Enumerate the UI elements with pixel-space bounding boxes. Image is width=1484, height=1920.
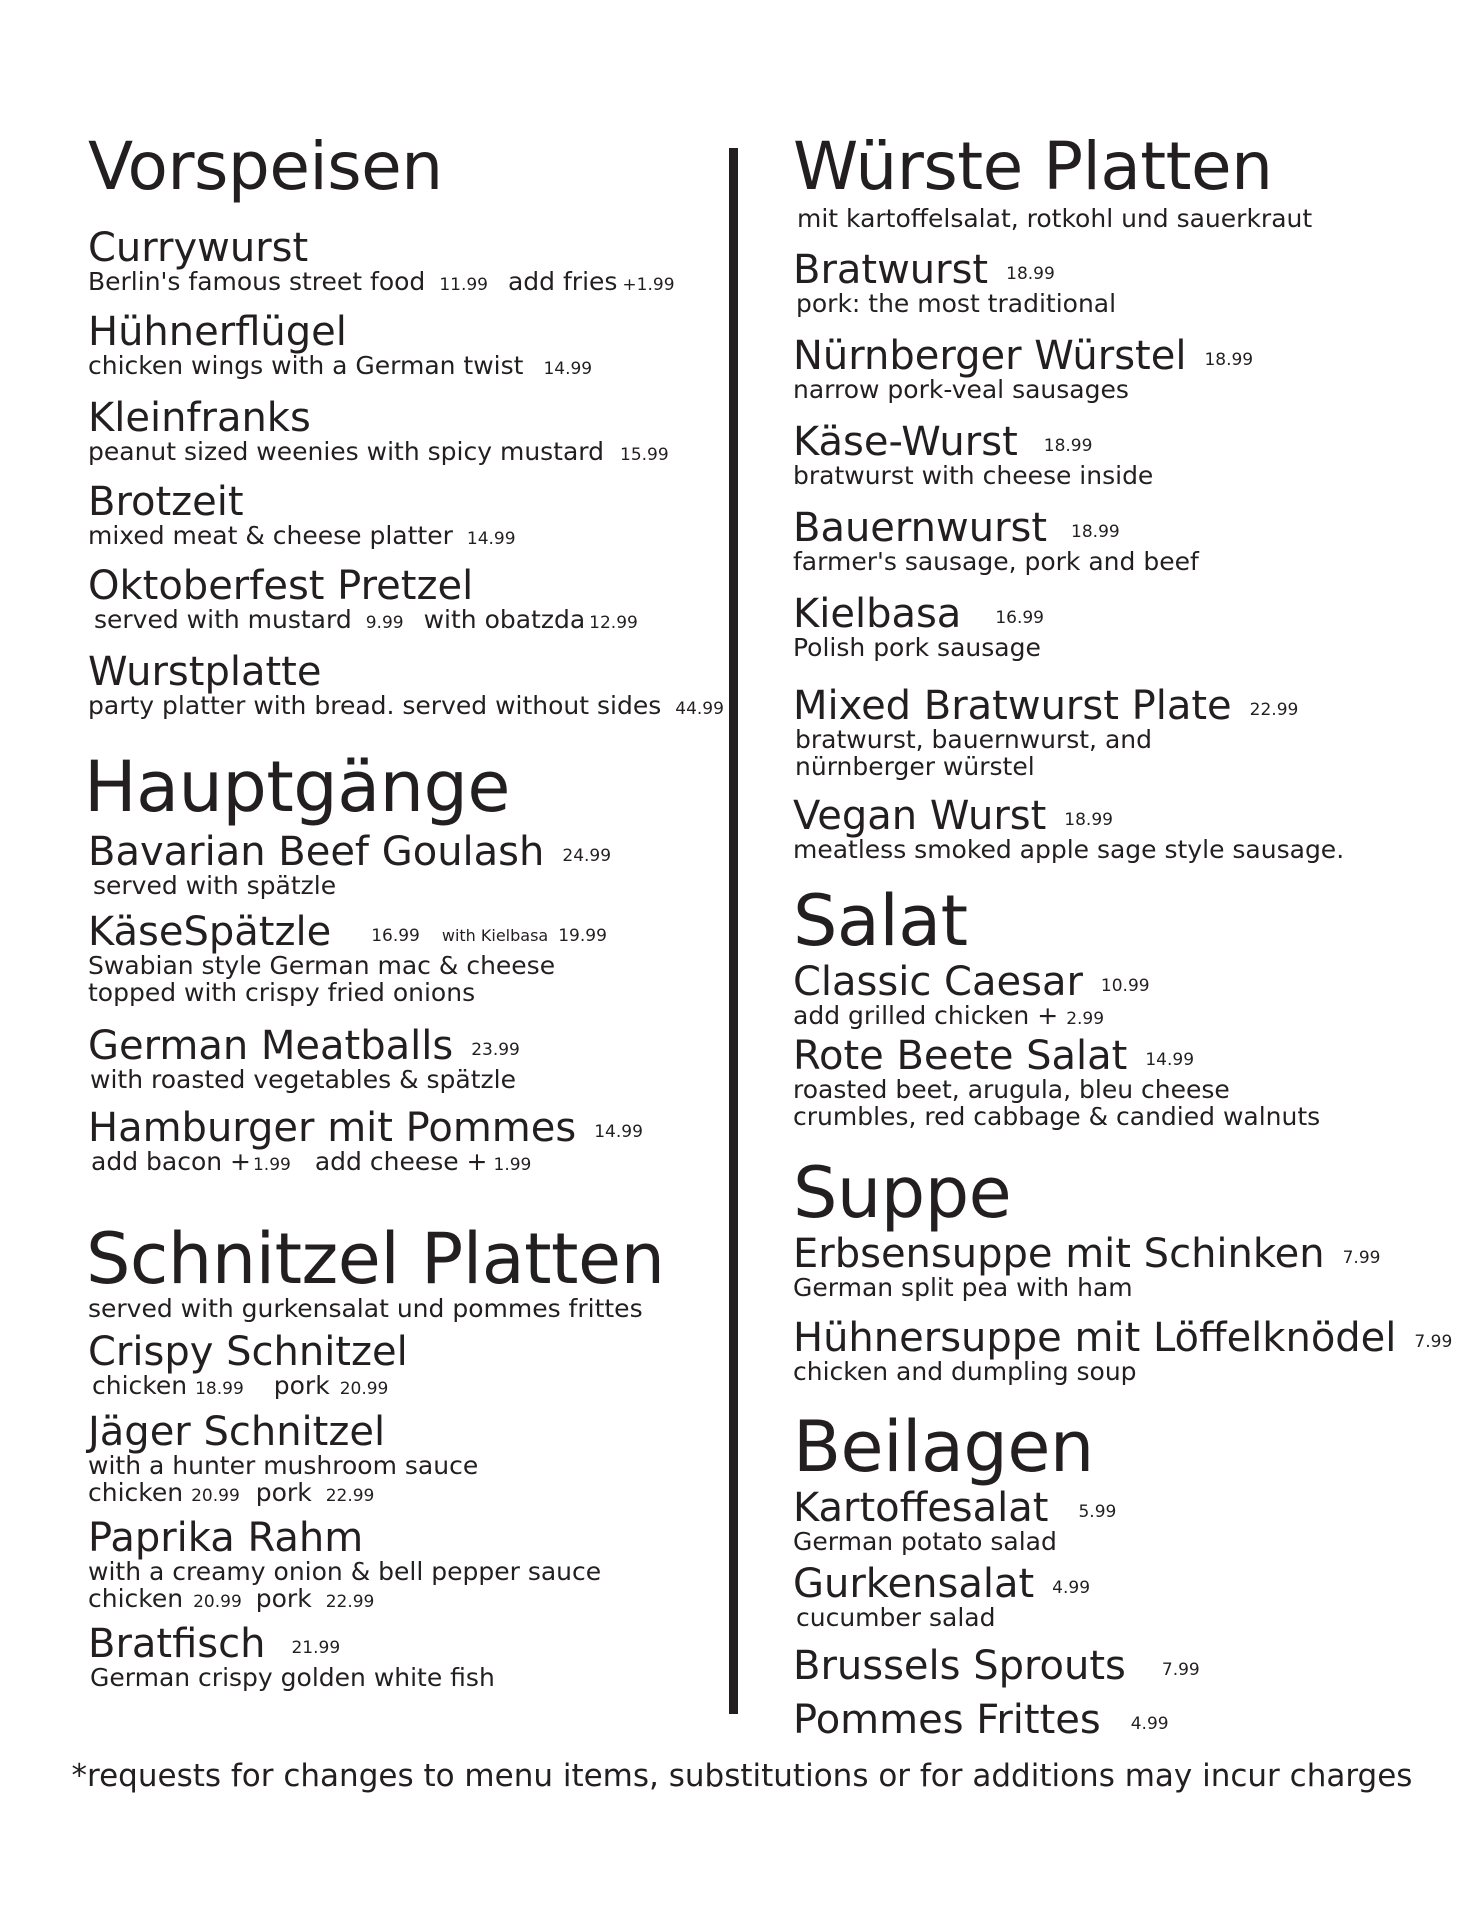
footer-note: *requests for changes to menu items, substitutions or for additions may incur charges: [71, 1758, 1413, 1794]
item-name: Paprika Rahm: [88, 1515, 364, 1561]
menu-item-kaesespaetzle: [88, 909, 607, 1007]
item-price: 18.99: [1071, 522, 1120, 542]
menu-item-crispy-schnitzel: [88, 1329, 408, 1403]
menu-item-nuernberger-wuerstel: [793, 333, 1254, 404]
addon-price: +1.99: [622, 275, 675, 295]
item-description: chicken and dumpling soup: [793, 1357, 1137, 1386]
item-description: Polish pork sausage: [793, 633, 1041, 662]
section-title-beilagen: Beilagen: [793, 1406, 1094, 1488]
item-price: 5.99: [1078, 1502, 1117, 1522]
menu-item-hamburger-mit-pommes: [88, 1105, 643, 1179]
option-price: 20.99: [191, 1486, 240, 1506]
menu-item-pommes-frittes: [793, 1697, 1169, 1743]
item-description-line-2: topped with crispy fried onions: [88, 978, 476, 1007]
item-price: 21.99: [291, 1638, 341, 1658]
section-title-hauptgaenge: Hauptgänge: [84, 746, 510, 828]
item-price: 22.99: [1249, 700, 1299, 720]
item-price: 9.99: [365, 613, 404, 633]
menu-item-currywurst: [88, 225, 675, 299]
item-description: German split pea with ham: [793, 1273, 1133, 1302]
item-name: Bratfisch: [88, 1621, 266, 1667]
addon-label: add bacon +: [91, 1147, 251, 1176]
item-price: 7.99: [1342, 1248, 1381, 1268]
item-description: mixed meat & cheese platter: [88, 521, 453, 550]
item-price: 18.99: [1064, 810, 1113, 830]
option-price: 20.99: [193, 1592, 242, 1612]
item-price: 16.99: [371, 926, 420, 946]
item-price: 7.99: [1161, 1660, 1200, 1680]
item-name: Oktoberfest Pretzel: [88, 563, 474, 609]
item-name: Gurkensalat: [793, 1561, 1035, 1607]
item-name: Hühnersuppe mit Löffelknödel: [793, 1315, 1397, 1361]
menu-item-vegan-wurst: [793, 793, 1345, 864]
item-price: 44.99: [675, 699, 724, 719]
item-name: Kartoffesalat: [793, 1485, 1049, 1531]
option-price: 20.99: [339, 1379, 389, 1399]
option-label: chicken: [88, 1478, 184, 1507]
item-price: 23.99: [471, 1040, 520, 1060]
item-price: 14.99: [1145, 1050, 1195, 1070]
item-description: German crispy golden white fish: [90, 1663, 495, 1692]
item-price: 18.99: [1006, 264, 1055, 284]
item-description-line-2: nürnberger würstel: [795, 752, 1035, 781]
menu-item-huehnersuppe-mit-loeffelknoedel: [793, 1315, 1453, 1386]
item-name: Nürnberger Würstel: [793, 333, 1187, 379]
menu-item-kielbasa: [793, 591, 1044, 662]
menu-item-german-meatballs: [88, 1023, 520, 1094]
item-price: 16.99: [995, 608, 1044, 628]
item-description: cucumber salad: [796, 1603, 996, 1632]
addon-label: add cheese +: [314, 1147, 488, 1176]
item-description: chicken wings with a German twist: [88, 351, 524, 380]
section-subtitle: mit kartoffelsalat, rotkohl und sauerkraut: [797, 204, 1313, 233]
item-description: Berlin's famous street food: [88, 267, 426, 296]
item-price: 7.99: [1414, 1332, 1453, 1352]
section-subtitle: served with gurkensalat und pommes frittes: [88, 1294, 643, 1323]
item-price: 4.99: [1052, 1578, 1091, 1598]
item-description: roasted beet, arugula, bleu cheese: [793, 1075, 1230, 1104]
column-divider: [729, 148, 738, 1714]
item-name: Hühnerflügel: [88, 309, 347, 355]
item-description: meatless smoked apple sage style sausage.: [793, 835, 1345, 864]
section-title-suppe: Suppe: [793, 1152, 1012, 1234]
addon-price: 12.99: [589, 613, 638, 633]
item-name: Classic Caesar: [793, 959, 1083, 1005]
item-name: Mixed Bratwurst Plate: [793, 683, 1232, 729]
item-name: Kleinfranks: [88, 395, 311, 441]
addon-label: add grilled chicken +: [793, 1001, 1059, 1030]
item-name: Brussels Sprouts: [793, 1643, 1126, 1689]
item-name: Vegan Wurst: [793, 793, 1047, 839]
item-price: 14.99: [594, 1122, 643, 1142]
option-price: 18.99: [195, 1379, 244, 1399]
menu-item-rote-beete-salat: [793, 1033, 1321, 1131]
menu-item-bavarian-beef-goulash: [88, 829, 612, 900]
option-label: chicken: [92, 1371, 188, 1400]
option-price: 22.99: [325, 1592, 375, 1612]
option-label: pork: [273, 1371, 330, 1400]
item-description: pork: the most traditional: [796, 289, 1117, 318]
menu-item-oktoberfest-pretzel: [88, 563, 638, 637]
menu-item-bauernwurst: [793, 505, 1199, 576]
item-name: Currywurst: [88, 225, 309, 271]
option-label: pork: [255, 1584, 312, 1613]
addon-price: 1.99: [493, 1155, 532, 1175]
item-price: 14.99: [543, 359, 593, 379]
item-description: with roasted vegetables & spätzle: [90, 1065, 516, 1094]
item-description: bratwurst, bauernwurst, and: [795, 725, 1152, 754]
item-description: farmer's sausage, pork and beef: [793, 547, 1199, 576]
item-price: 24.99: [562, 846, 612, 866]
item-description: with a hunter mushroom sauce: [88, 1451, 479, 1480]
item-name: Hamburger mit Pommes: [88, 1105, 577, 1151]
menu-item-brotzeit: [88, 479, 516, 553]
item-description: bratwurst with cheese inside: [793, 461, 1154, 490]
item-description: narrow pork-veal sausages: [793, 375, 1129, 404]
addon-label: add fries: [507, 267, 618, 296]
menu-item-classic-caesar: [793, 959, 1150, 1033]
addon-price: 1.99: [252, 1155, 291, 1175]
menu-item-brussels-sprouts: [793, 1643, 1200, 1689]
menu-item-wurstplatte: [88, 649, 724, 723]
menu-item-kartoffesalat: [793, 1485, 1117, 1556]
menu-item-gurkensalat: [793, 1561, 1091, 1632]
section-title-schnitzel-platten: Schnitzel Platten: [86, 1218, 665, 1300]
item-price: 14.99: [466, 529, 516, 549]
item-name: Kielbasa: [793, 591, 962, 637]
item-name: KäseSpätzle: [88, 909, 332, 955]
item-price: 4.99: [1130, 1714, 1169, 1734]
item-description: German potato salad: [793, 1527, 1057, 1556]
item-description: served with spätzle: [93, 871, 337, 900]
item-description: peanut sized weenies with spicy mustard: [88, 437, 605, 466]
item-price: 18.99: [1043, 436, 1093, 456]
item-name: Jäger Schnitzel: [88, 1409, 386, 1455]
item-name: Bratwurst: [793, 247, 989, 293]
menu-item-mixed-bratwurst-plate: [793, 683, 1299, 781]
item-price: 15.99: [620, 445, 669, 465]
item-name: Bavarian Beef Goulash: [88, 829, 545, 875]
menu-item-huehnerfluegel: [88, 309, 593, 383]
menu-item-kaese-wurst: [793, 419, 1154, 490]
item-name: Rote Beete Salat: [793, 1033, 1128, 1079]
item-name: Erbsensuppe mit Schinken: [793, 1231, 1325, 1277]
menu-item-bratwurst: [793, 247, 1117, 318]
item-price: 18.99: [1204, 350, 1254, 370]
addon-label: with obatzda: [423, 605, 586, 634]
menu-item-jaeger-schnitzel: [88, 1409, 479, 1510]
item-name: German Meatballs: [88, 1023, 454, 1069]
item-description: Swabian style German mac & cheese: [88, 951, 556, 980]
section-title-vorspeisen: Vorspeisen: [88, 128, 443, 205]
item-price: 10.99: [1100, 976, 1150, 996]
item-name: Brotzeit: [88, 479, 244, 525]
item-name: Bauernwurst: [793, 505, 1048, 551]
menu-item-kleinfranks: [88, 395, 669, 469]
item-description: party platter with bread. served without sides: [88, 691, 662, 720]
section-title-salat: Salat: [793, 880, 968, 962]
item-name: Wurstplatte: [88, 649, 322, 695]
item-name: Pommes Frittes: [793, 1697, 1101, 1743]
option-price: 22.99: [325, 1486, 375, 1506]
menu-item-erbsensuppe-mit-schinken: [793, 1231, 1381, 1302]
item-price: 11.99: [439, 275, 488, 295]
addon-price: 2.99: [1066, 1009, 1105, 1029]
option-label: pork: [255, 1478, 312, 1507]
addon-label: with Kielbasa: [441, 926, 549, 945]
item-name: Crispy Schnitzel: [88, 1329, 408, 1375]
item-name: Käse-Wurst: [793, 419, 1018, 465]
section-title-wuerste-platten: Würste Platten: [793, 128, 1273, 205]
item-description: with a creamy onion & bell pepper sauce: [88, 1557, 602, 1586]
item-description-line-2: crumbles, red cabbage & candied walnuts: [793, 1102, 1321, 1131]
item-description: served with mustard: [94, 605, 352, 634]
menu-item-paprika-rahm: [88, 1515, 602, 1616]
addon-price: 19.99: [558, 926, 607, 946]
menu-item-bratfisch: [88, 1621, 495, 1692]
option-label: chicken: [88, 1584, 184, 1613]
